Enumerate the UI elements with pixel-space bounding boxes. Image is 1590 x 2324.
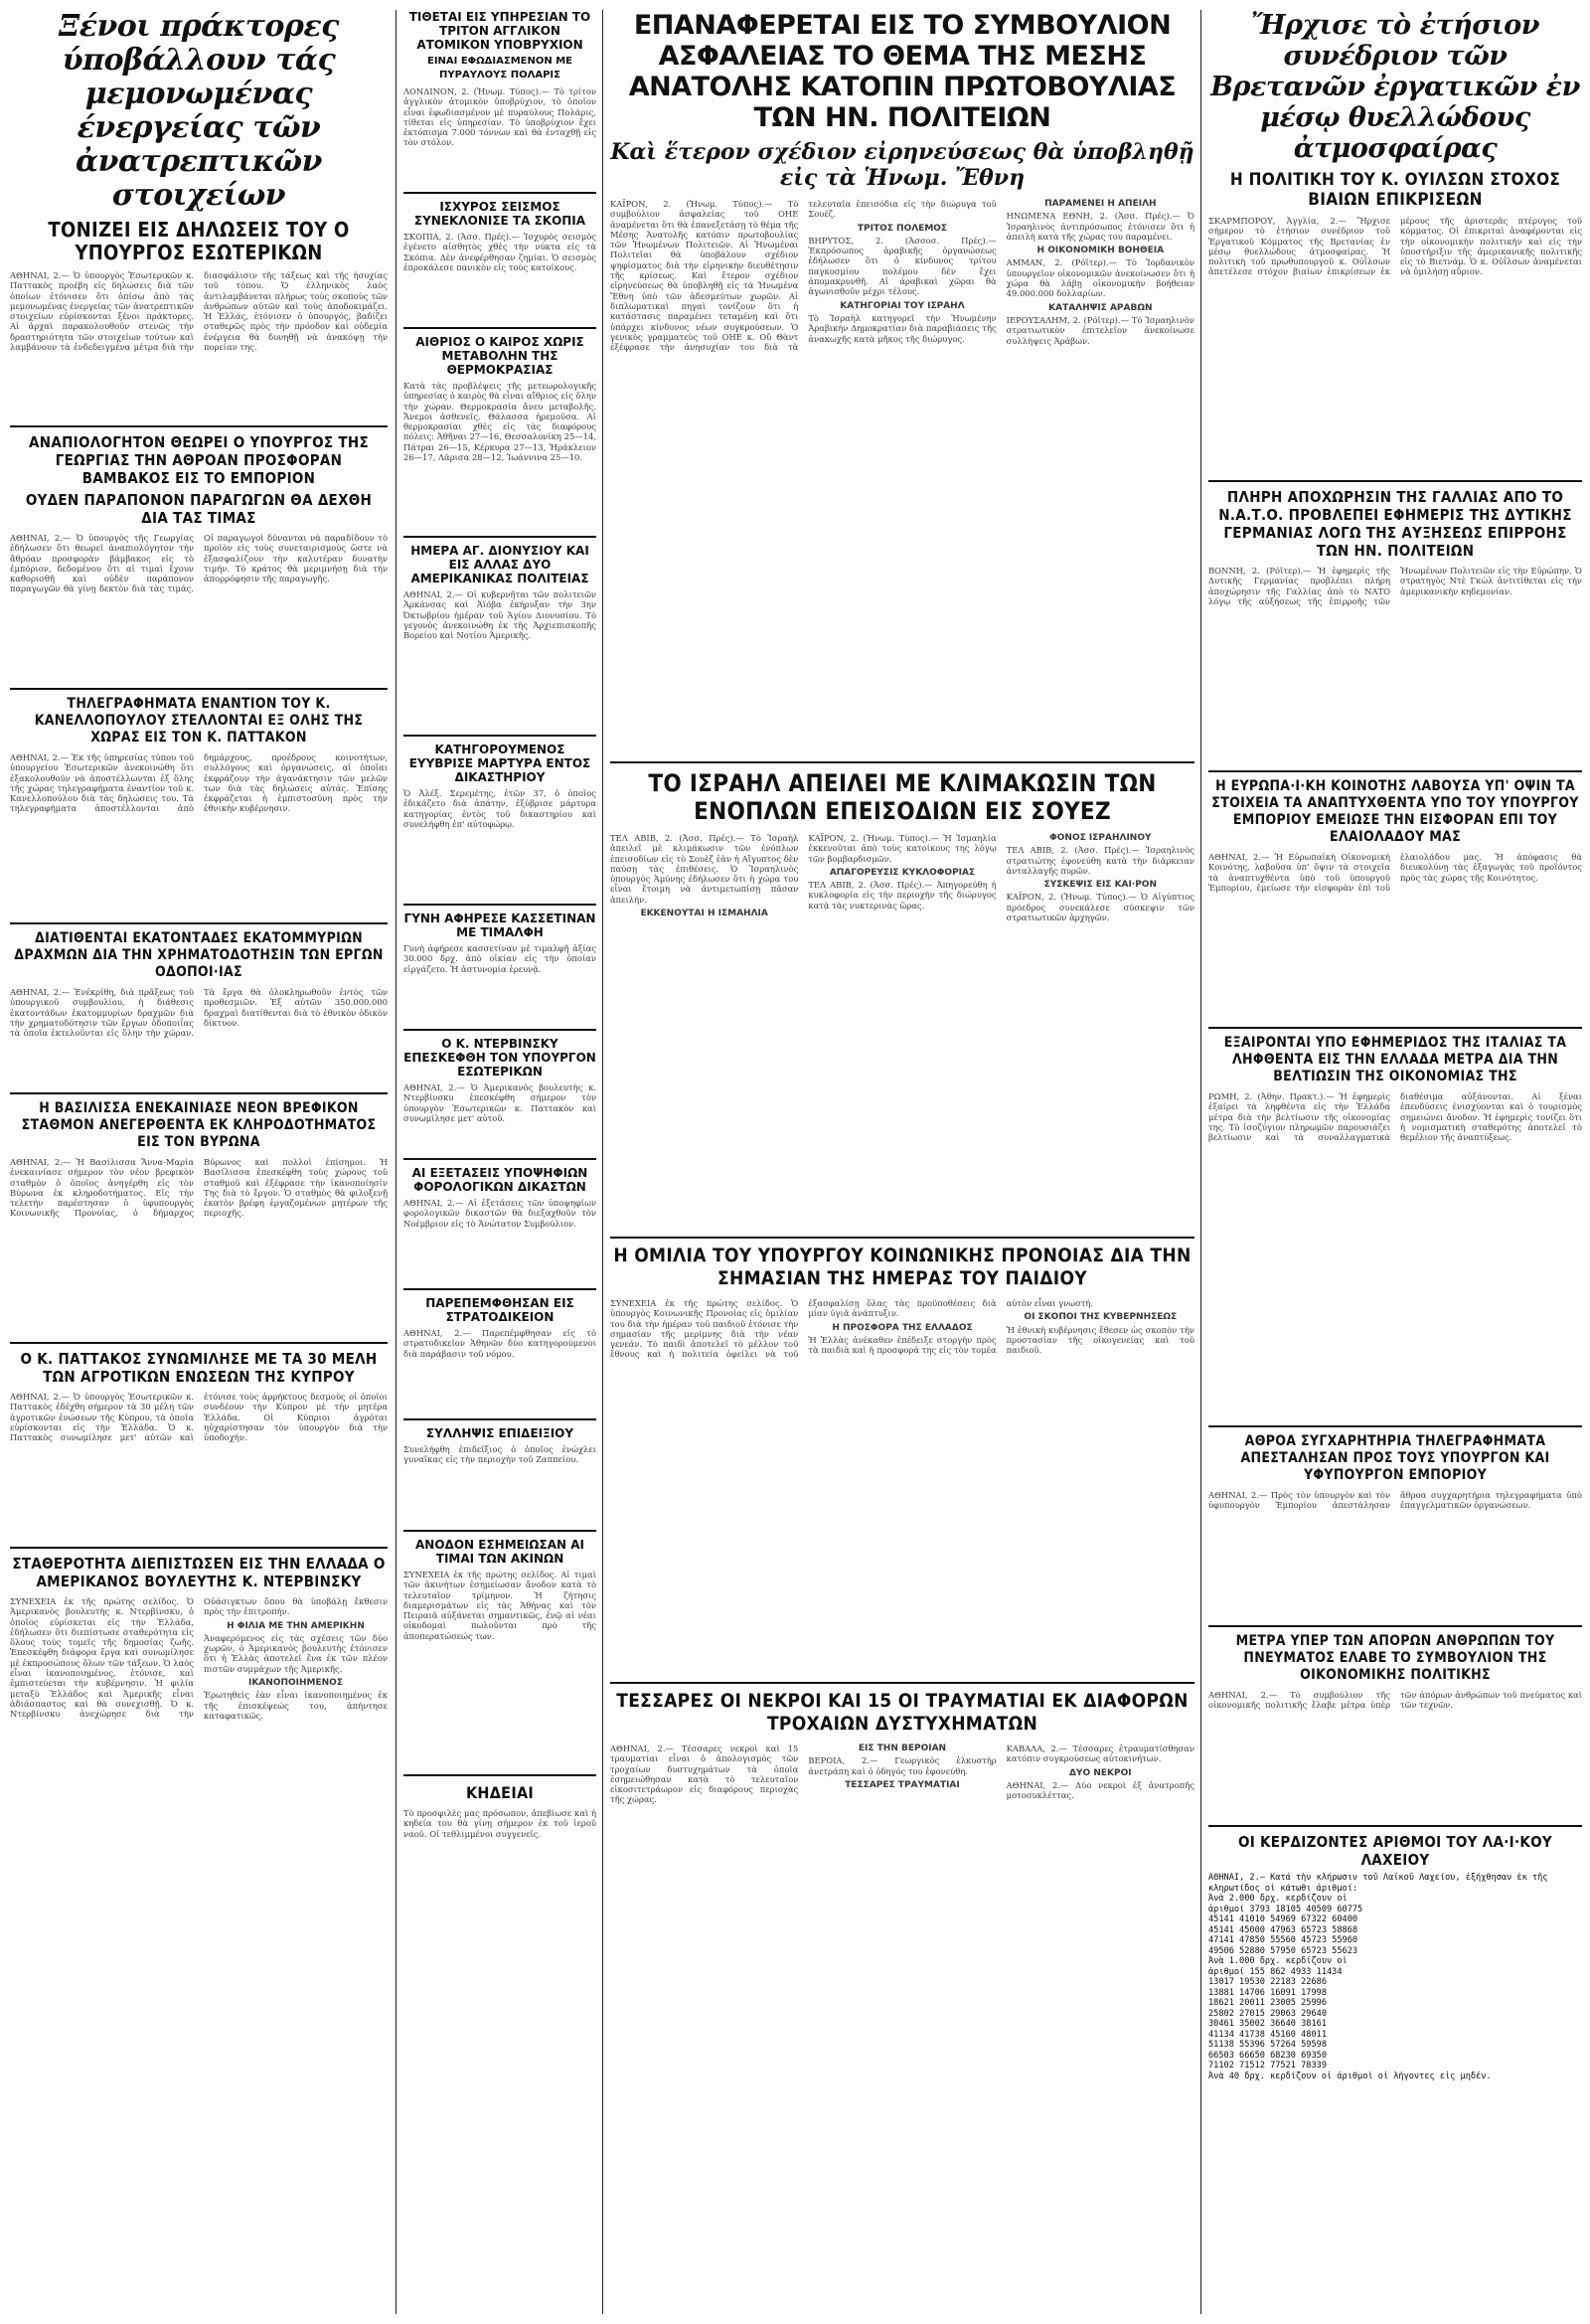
lottery-row: 51138 55396 57264 59598 xyxy=(1208,2040,1327,2050)
section-label: Η ΟΙΚΟΝΟΜΙΚΗ ΒΟΗΘΕΙΑ xyxy=(1036,246,1165,256)
lottery-row: 45141 45000 47963 65723 58868 xyxy=(1208,1924,1358,1935)
article-body: Κατὰ τὰς προβλέψεις τῆς μετεωρολογικῆς ὑπηρεσίας ὁ καιρὸς θὰ εἶναι αἴθριος εἰς ὅλην τὴν χώραν. Θερμοκρασία ἄνευ μεταβολῆς. Ἄνεμοι ἀσθενεῖς. Θάλασσα ἠρεμοῦσα. Αἱ θερμοκρασίαι χθὲς εἰς τὰς διαφόρους πόλεις: Ἀθῆναι 27—16, Θεσσαλονίκη 25—14, Πάτραι 26—15, Κέρκυρα 27—13, Ἡράκλειον 26—17, Λάρισα 28—12, Ἰωάννινα 25—10. xyxy=(403,381,596,463)
article-body: ΣΥΝΕΧΕΙΑ ἐκ τῆς πρώτης σελίδος. Αἱ τιμαὶ τῶν ἀκινήτων ἐσημείωσαν ἄνοδον κατὰ τὸ τελευταῖον τρίμηνον. Ἡ ζήτησις διαμερισμάτων εἰς τὰς Ἀθήνας καὶ τὸν Πειραιᾶ αὐξάνεται σημαντικῶς, ἐνῷ αἱ νέαι οἰκοδομαὶ πωλοῦνται πρὸ τῆς ἀποπερατώσεώς των. xyxy=(403,1570,596,1641)
headline-defendant: ΚΑΤΗΓΟΡΟΥΜΕΝΟΣ ΕΥΥΒΡΙΣΕ ΜΑΡΤΥΡΑ ΕΝΤΟΣ ΔΙΚΑΣΤΗΡΙΟΥ xyxy=(408,743,591,784)
headline-funerals: ΚΗΔΕΙΑΙ xyxy=(465,1783,535,1802)
section-label: ΔΥΟ ΝΕΚΡΟΙ xyxy=(1069,1767,1132,1778)
article-body: ΣΚΟΠΙΑ, 2. (Ἀσσ. Πρές).— Ἰσχυρὸς σεισμὸς ἐγένετο αἰσθητὸς χθὲς τὴν νύκτα εἰς τὰ Σκόπια. Δὲν ἀνεφέρθησαν ζημίαι. Ὁ σεισμὸς ἐπροκάλεσε πανικὸν εἰς τοὺς κατοίκους. xyxy=(403,232,596,272)
article-body: ΣΥΝΕΧΕΙΑ ἐκ τῆς πρώτης σελίδος. Ὁ Ἀμερικανὸς βουλευτὴς κ. Ντερβίνσκυ, ὁ ὁποῖος εὑρίσκεται εἰς τὴν Ἑλλάδα, ἐδήλωσεν ὅτι διεπίστωσε σταθερότητα εἰς ὅλους τοὺς τομεῖς τῆς δημοσίας ζωῆς. Ἐπεσκέφθη διάφορα ἔργα καὶ συνωμίλησε μὲ ἐκπροσώπους ὅλων τῶν τάξεων. Ὁ λαὸς εἶναι ἱκανοποιημένος, ἐτόνισε, καὶ ἐμπιστεύεται τὴν κυβέρνησιν. Ἡ φιλία μεταξὺ Ἑλλάδος καὶ Ἀμερικῆς εἶναι ἀδιάσπαστος καὶ θὰ συνεχισθῇ. Ὁ κ. Ντερβίνσκυ ἀνεχώρησε διὰ τὴν Οὐάσιγκτων ὅπου θὰ ὑποβάλῃ ἔκθεσιν πρὸς τὴν ἐπιτροπήν. Η ΦΙΛΙΑ ΜΕ ΤΗΝ ΑΜΕΡΙΚΗΝ Ἀναφερόμενος εἰς τὰς σχέσεις τῶν δύο χωρῶν, ὁ Ἀμερικανὸς βουλευτὴς ἐτόνισεν ὅτι ἡ Ἑλλὰς ἀποτελεῖ ἕνα ἐκ τῶν πλέον πιστῶν συμμάχων τῆς Ἀμερικῆς. ΙΚΑΝΟΠΟΙΗΜΕΝΟΣ Ἐρωτηθεὶς ἐὰν εἶναι ἱκανοποιημένος ἐκ τῆς ἐπισκέψεώς του, ἀπήντησε καταφατικῶς. xyxy=(10,1596,388,1721)
headline-derwinski: ΣΤΑΘΕΡΟΤΗΤΑ ΔΙΕΠΙΣΤΩΣΕΝ ΕΙΣ ΤΗΝ ΕΛΛΑΔΑ Ο ΑΜΕΡΙΚΑΝΟΣ ΒΟΥΛΕΥΤΗΣ Κ. ΝΤΕΡΒΙΝΣΚΥ xyxy=(12,1555,386,1590)
article-body: ΑΘΗΝΑΙ, 2.— Ἐκ τῆς ὑπηρεσίας τύπου τοῦ ὑπουργείου Ἐσωτερικῶν ἀνεκοινώθη ὅτι ἐξακολουθοῦν νὰ ἀποστέλλωνται ἐξ ὅλης τῆς χώρας τηλεγραφήματα ἐναντίον τοῦ κ. Κανελλοπούλου διὰ τὰς δηλώσεις του. Τὰ τηλεγραφήματα ἀποστέλλονται ἀπὸ δημάρχους, προέδρους κοινοτήτων, συλλόγους καὶ ὀργανώσεις, αἱ ὁποῖαι ἐκφράζουν τὴν ἀγανάκτησιν τῶν μελῶν των διὰ τὰς δηλώσεις αὐτάς. Ἐπίσης ἐκφράζεται ἡ ἐμπιστοσύνη πρὸς τὴν ἐθνικὴν κυβέρνησιν. xyxy=(10,752,388,814)
article-body: ΑΘΗΝΑΙ, 2.— Ὁ ὑπουργὸς Ἐσωτερικῶν κ. Παττακὸς προέβη εἰς δηλώσεις διὰ τῶν ὁποίων ἐτόνισεν ὅτι ὀπίσω ἀπὸ τὰς μεμονωμένας ἐνεργείας τῶν ἀνατρεπτικῶν στοιχείων εὑρίσκονται ξένοι πράκτορες. Αἱ ἀρχαὶ παρακολουθοῦν στενῶς τὴν δραστηριότητα τῶν στοιχείων τούτων καὶ λαμβάνουν τὰ ἐνδεδειγμένα μέτρα διὰ τὴν διασφάλισιν τῆς τάξεως καὶ τῆς ἡσυχίας τοῦ τόπου. Ὁ ἑλληνικὸς λαὸς ἀντιλαμβάνεται πλήρως τοὺς σκοποὺς τῶν ἀνθρώπων αὐτῶν καὶ τοὺς ἀποδοκιμάζει. Ἡ Ἑλλάς, ἐτόνισεν ὁ ὑπουργός, βαδίζει σταθερῶς πρὸς τὴν πρόοδον καὶ οὐδεμία ἐνέργεια θὰ δυνηθῇ νὰ ἀνακόψῃ τὴν πορείαν της. xyxy=(10,270,388,353)
lottery-row: Ἀνὰ 40 δρχ. κερδίζουν οἱ ἀριθμοὶ οἱ λήγοντες εἰς μηδέν. xyxy=(1208,2071,1492,2081)
subheadline-interior-minister: ΤΟΝΙΖΕΙ ΕΙΣ ΔΗΛΩΣΕΙΣ ΤΟΥ Ο ΥΠΟΥΡΓΟΣ ΕΣΩΤΕΡΙΚΩΝ xyxy=(48,218,350,264)
article-body: ΤΕΛ ΑΒΙΒ, 2. (Ἀσσ. Πρές).— Τὸ Ἰσραὴλ ἀπειλεῖ μὲ κλιμάκωσιν τῶν ἐνόπλων ἐπεισοδίων εἰς τὸ Σουὲζ ἐὰν ἡ Αἴγυπτος δὲν παύσῃ τὰς ἐπιθέσεις. Ὁ Ἰσραηλινὸς ὑπουργὸς Ἀμύνης ἐδήλωσεν ὅτι ἡ χώρα του εἶναι ἕτοιμη νὰ ἀντιμετωπίσῃ πᾶσαν ἀπειλήν. ΕΚΚΕΝΟΥΤΑΙ Η ΙΣΜΑΗΛΙΑ ΚΑΪΡΟΝ, 2. (Ἠνωμ. Τύπος).— Ἡ Ἰσμαηλία ἐκκενοῦται ἀπὸ τοὺς κατοίκους της λόγῳ τῶν βομβαρδισμῶν. ΑΠΑΓΟΡΕΥΣΙΣ ΚΥΚΛΟΦΟΡΙΑΣ ΤΕΛ ΑΒΙΒ, 2. (Ἀσσ. Πρές).— Ἀπηγορεύθη ἡ κυκλοφορία εἰς τὴν περιοχὴν τῆς διώρυγος κατὰ τὰς νυκτερινὰς ὥρας. ΦΟΝΟΣ ΙΣΡΑΗΛΙΝΟΥ ΤΕΛ ΑΒΙΒ, 2. (Ἀσσ. Πρές).— Ἰσραηλινὸς στρατιώτης ἐφονεύθη κατὰ τὴν διάρκειαν ἀνταλλαγῆς πυρῶν. ΣΥΣΚΕΨΙΣ ΕΙΣ ΚΑΙ·ΡΟΝ ΚΑΪΡΟΝ, 2. (Ἠνωμ. Τύπος).— Ὁ Αἰγύπτιος πρόεδρος συνεκάλεσε σύσκεψιν τῶν στρατιωτικῶν ἀρχηγῶν. xyxy=(610,833,1194,923)
article-body: ΑΘΗΝΑΙ, 2.— Αἱ ἐξετάσεις τῶν ὑποψηφίων φορολογικῶν δικαστῶν θὰ διεξαχθοῦν τὸν Νοέμβριον εἰς τὸ Ἀνώτατον Συμβούλιον. xyxy=(403,1198,596,1229)
section-label: ΟΙ ΣΚΟΠΟΙ ΤΗΣ ΚΥΒΕΡΝΗΣΕΩΣ xyxy=(1024,1312,1178,1323)
lottery-row: 25802 27015 29063 29640 xyxy=(1208,2008,1327,2019)
headline-cotton: ΑΝΑΠΙΟΛΟΓΗΤΟΝ ΘΕΩΡΕΙ Ο ΥΠΟΥΡΓΟΣ ΤΗΣ ΓΕΩΡΓΙΑΣ ΤΗΝ ΑΘΡΟΑΝ ΠΡΟΣΦΟΡΑΝ ΒΑΜΒΑΚΟΣ ΕΙΣ ΤΟ ΕΜΠΟΡΙΟΝ xyxy=(29,433,369,487)
lottery-row: 71102 71512 77521 78339 xyxy=(1208,2061,1327,2071)
headline-security-council: ΕΠΑΝΑΦΕΡΕΤΑΙ ΕΙΣ ΤΟ ΣΥΜΒΟΥΛΙΟΝ ΑΣΦΑΛΕΙΑΣ ΤΟ ΘΕΜΑ ΤΗΣ ΜΕΣΗΣ ΑΝΑΤΟΛΗΣ ΚΑΤΟΠΙΝ ΠΡΩΤΟΒΟΥΛΙΑΣ ΤΩΝ ΗΝ. ΠΟΛΙΤΕΙΩΝ xyxy=(628,10,1177,133)
article-body: ΑΘΗΝΑΙ, 2.— Πρὸς τὸν ὑπουργὸν καὶ τὸν ὑφυπουργὸν Ἐμπορίου ἀπεστάλησαν ἄθροα συγχαρητήρια τηλεγραφήματα ὑπὸ ἐπαγγελματικῶν ὀργανώσεων. xyxy=(1208,1490,1582,1511)
section-label: ΠΑΡΑΜΕΝΕΙ Η ΑΠΕΙΛΗ xyxy=(1044,199,1157,209)
column-right xyxy=(1208,10,1582,2314)
article-body: ΑΘΗΝΑΙ, 2.— Ἡ Βασίλισσα Ἄννα-Μαρία ἐνεκαινίασε σήμερον τὸν νέον βρεφικὸν σταθμὸν ὁ ὁποῖος ἀνηγέρθη εἰς τὸν Βύρωνα ἐκ κληροδοτήματος. Εἰς τὴν τελετὴν παρέστησαν ὁ ὑφυπουργὸς Κοινωνικῆς Προνοίας, ὁ δήμαρχος Βύρωνος καὶ πολλοὶ ἐπίσημοι. Ἡ Βασίλισσα ἐπεσκέφθη τοὺς χώρους τοῦ σταθμοῦ καὶ ἐξέφρασε τὴν ἱκανοποίησίν Της διὰ τὸ ἔργον. Ὁ σταθμὸς θὰ φιλοξενῇ ἑκατὸν βρέφη ἐργαζομένων μητέρων τῆς περιοχῆς. xyxy=(10,1157,388,1219)
lottery-row: Ἀνὰ 2.000 δρχ. κερδίζουν οἱ xyxy=(1208,1894,1348,1904)
article-body: ΑΘΗΝΑΙ, 2.— Ἐνέκρίθη, διὰ πρᾶξεως τοῦ ὑπουργικοῦ συμβουλίου, ἡ διάθεσις ἐκατοντάδων ἑκατομμυρίων δραχμῶν διὰ τὴν χρηματοδότησιν τῶν ἔργων ὁδοποιΐας τὰ ὁποῖα ἐκτελοῦνται εἰς ὅλην τὴν χώραν. Τὰ ἔργα θὰ ὁλοκληρωθοῦν ἐντὸς τῶν προθεσμιῶν. Ἐξ αὐτῶν 350.000.000 δραχμαὶ διατίθενται διὰ τὸ ἐθνικὸν ὁδικὸν δίκτυον. xyxy=(10,987,388,1039)
headline-earthquake: ΙΣΧΥΡΟΣ ΣΕΙΣΜΟΣ ΣΥΝΕΚΛΟΝΙΣΕ ΤΑ ΣΚΟΠΙΑ xyxy=(413,200,586,228)
headline-france-nato: ΠΛΗΡΗ ΑΠΟΧΩΡΗΣΙΝ ΤΗΣ ΓΑΛΛΙΑΣ ΑΠΟ ΤΟ Ν.Α.Τ.Ο. ΠΡΟΒΛΕΠΕΙ ΕΦΗΜΕΡΙΣ ΤΗΣ ΔΥΤΙΚΗΣ ΓΕΡΜΑΝΙΑΣ ΛΟΓΩ ΤΗΣ ΑΥΞΗΣΕΩΣ ΕΠΙΡΡΟΗΣ ΤΩΝ ΗΝ. ΠΟΛΙΤΕΙΩΝ xyxy=(1218,488,1572,560)
article-body: ΑΘΗΝΑΙ, 2.— Τέσσαρες νεκροὶ καὶ 15 τραυματίαι εἶναι ὁ ἀπολογισμὸς τῶν τροχαίων δυστυχημάτων τὰ ὁποῖα ἐσημειώθησαν κατὰ τὸ τελευταῖον εἰκοσιτετράωρον εἰς διαφόρους περιοχὰς τῆς χώρας. ΕΙΣ ΤΗΝ ΒΕΡΟΙΑΝ ΒΕΡΟΙΑ, 2.— Γεωργικὸς ἐλκυστὴρ ἀνετράπη καὶ ὁ ὁδηγός του ἐφονεύθη. ΤΕΣΣΑΡΕΣ ΤΡΑΥΜΑΤΙΑΙ ΚΑΒΑΛΑ, 2.— Τέσσαρες ἐτραυματίσθησαν κατόπιν συγκρούσεως αὐτοκινήτων. ΔΥΟ ΝΕΚΡΟΙ ΑΘΗΝΑΙ, 2.— Δύο νεκροὶ ἐξ ἀνατροπῆς μοτοσυκλέττας. xyxy=(610,1743,1194,1805)
headline-italy-press: ΕΞΑΙΡΟΝΤΑΙ ΥΠΟ ΕΦΗΜΕΡΙΔΟΣ ΤΗΣ ΙΤΑΛΙΑΣ ΤΑ ΛΗΦΘΕΝΤΑ ΕΙΣ ΤΗΝ ΕΛΛΑΔΑ ΜΕΤΡΑ ΔΙΑ ΤΗΝ ΒΕΛΤΙΩΣΙΝ ΤΗΣ ΟΙΚΟΝΟΜΙΑΣ ΤΗΣ xyxy=(1223,1035,1567,1084)
section-label: ΤΡΙΤΟΣ ΠΟΛΕΜΟΣ xyxy=(857,223,948,234)
headline-congratulatory: ΑΘΡΟΑ ΣΥΓΧΑΡΗΤΗΡΙΑ ΤΗΛΕΓΡΑΦΗΜΑΤΑ ΑΠΕΣΤΑΛΗΣΑΝ ΠΡΟΣ ΤΟΥΣ ΥΠΟΥΡΓΟΝ ΚΑΙ ΥΦΥΠΟΥΡΓΟΝ ΕΜΠΟΡΙΟΥ xyxy=(1240,1433,1550,1483)
lottery-row: 49506 52880 57950 65723 55623 xyxy=(1208,1945,1358,1956)
headline-labour-conference: Ἤρχισε τὸ ἐτήσιον συνέδριον τῶν Βρετανῶν ἐργατικῶν ἐν μέσῳ θυελλώδους ἀτμοσφαίρας xyxy=(1210,10,1580,164)
lottery-row: 18621 20011 23005 25996 xyxy=(1208,1998,1327,2008)
section-label: Η ΦΙΛΙΑ ΜΕ ΤΗΝ ΑΜΕΡΙΚΗΝ xyxy=(227,1620,365,1631)
headline-tax-exams: ΑΙ ΕΞΕΤΑΣΕΙΣ ΥΠΟΨΗΦΙΩΝ ΦΟΡΟΛΟΓΙΚΩΝ ΔΙΚΑΣΤΩΝ xyxy=(411,1166,588,1194)
headline-queen-nursery: Η ΒΑΣΙΛΙΣΣΑ ΕΝΕΚΑΙΝΙΑΣΕ ΝΕΟΝ ΒΡΕΦΙΚΟΝ ΣΤΑΘΜΟΝ ΑΝΕΓΕΡΘΕΝΤΑ ΕΚ ΚΛΗΡΟΔΟΤΗΜΑΤΟΣ ΕΙΣ ΤΟΝ ΒΥΡΩΝΑ xyxy=(21,1100,377,1150)
article-body: ΣΚΑΡΜΠΟΡΟΥ, Ἀγγλία, 2.— Ἤρχισε σήμερον τὸ ἐτήσιον συνέδριον τοῦ Ἐργατικοῦ Κόμματος τῆς Βρετανίας ἐν μέσῳ θυελλώδους ἀτμοσφαίρας. Ἡ πολιτικὴ τοῦ πρωθυπουργοῦ κ. Οὐΐλσων ἀπετέλεσε στόχον βιαίων ἐπικρίσεων ἐκ μέρους τῆς ἀριστερᾶς πτέρυγος τοῦ κόμματος. Οἱ ἐπικριταὶ ἀναφέρονται εἰς τὴν οἰκονομικὴν πολιτικὴν καὶ εἰς τὴν ὑποστήριξιν τῆς ἀμερικανικῆς πολιτικῆς εἰς τὸ Βιετνάμ. Ὁ κ. Οὐΐλσων ἀναμένεται νὰ ὁμιλήσῃ αὔριον. xyxy=(1208,216,1582,277)
headline-court-martial: ΠΑΡΕΠΕΜΦΘΗΣΑΝ ΕΙΣ ΣΤΡΑΤΟΔΙΚΕΙΟΝ xyxy=(425,1296,574,1324)
article-body: ΣΥΝΕΧΕΙΑ ἐκ τῆς πρώτης σελίδος. Ὁ ὑπουργὸς Κοινωνικῆς Προνοίας εἰς ὁμιλίαν του διὰ τὴν ἡμέραν τοῦ παιδιοῦ ἐτόνισε τὴν σημασίαν τῆς μερίμνης διὰ τὴν νέαν γενεάν. Τὸ παιδὶ ἀποτελεῖ τὸ μέλλον τοῦ ἔθνους καὶ ἡ πολιτεία ὀφείλει νὰ τοῦ ἐξασφαλίσῃ ὅλας τὰς προϋποθέσεις διὰ μίαν ὑγιᾶ ἀνάπτυξιν. Η ΠΡΟΣΦΟΡΑ ΤΗΣ ΕΛΛΑΔΟΣ Ἡ Ἑλλὰς ἀνέκαθεν ἐπέδειξε στοργὴν πρὸς τὰ παιδιὰ καὶ ἡ προσφορά της εἰς τὸν τομέα αὐτὸν εἶναι γνωστή. ΟΙ ΣΚΟΠΟΙ ΤΗΣ ΚΥΒΕΡΝΗΣΕΩΣ Ἡ ἐθνικὴ κυβέρνησις ἔθεσεν ὡς σκοπὸν τὴν προστασίαν τῆς οἰκογενείας καὶ τοῦ παιδιοῦ. xyxy=(610,1298,1194,1360)
section-label: ΕΙΣ ΤΗΝ ΒΕΡΟΙΑΝ xyxy=(858,1743,947,1753)
lottery-row: 45141 41010 54969 67322 60400 xyxy=(1208,1914,1358,1924)
article-body: ΒΟΝΝΗ, 2. (Ρόϊτερ).— Ἡ ἐφημερὶς τῆς Δυτικῆς Γερμανίας προβλέπει πλήρη ἀποχώρησιν τῆς Γαλλίας ἀπὸ τὸ ΝΑΤΟ λόγῳ τῆς αὐξήσεως τῆς ἐπιρροῆς τῶν Ἡνωμένων Πολιτειῶν εἰς τὴν Εὐρώπην. Ὁ στρατηγὸς Ντὲ Γκὼλ ἀντιτίθεται εἰς τὴν ἀμερικανικὴν κηδεμονίαν. xyxy=(1208,566,1582,606)
lottery-results xyxy=(1208,1873,1582,2081)
headline-traffic-accidents: ΤΕΣΣΑΡΕΣ ΟΙ ΝΕΚΡΟΙ ΚΑΙ 15 ΟΙ ΤΡΑΥΜΑΤΙΑΙ ΕΚ ΔΙΑΦΟΡΩΝ ΤΡΟΧΑΙΩΝ ΔΥΣΤΥΧΗΜΑΤΩΝ xyxy=(616,1690,1189,1735)
lottery-row: 47141 47850 55560 45723 55960 xyxy=(1208,1935,1358,1945)
article-body: ΛΟΝΔΙΝΟΝ, 2. (Ἠνωμ. Τύπος).— Τὸ τρίτον ἀγγλικὸν ἀτομικὸν ὑποβρύχιον, τὸ ὁποῖον εἶναι ἐφωδιασμένον μὲ πυραύλους Πολάρις, τίθεται εἰς ὑπηρεσίαν. Τὸ ὑποβρύχιον ἔχει ἐκτόπισμα 7.000 τόννων καὶ θὰ ἐνταχθῇ εἰς τὸν στόλον. xyxy=(403,86,596,148)
section-label: ΦΟΝΟΣ ΙΣΡΑΗΛΙΝΟΥ xyxy=(1049,833,1152,843)
section-label: ΙΚΑΝΟΠΟΙΗΜΕΝΟΣ xyxy=(248,1678,343,1689)
section-label: ΣΥΣΚΕΨΙΣ ΕΙΣ ΚΑΙ·ΡΟΝ xyxy=(1043,880,1158,891)
subheadline-wilson: Η ΠΟΛΙΤΙΚΗ ΤΟΥ Κ. ΟΥΙΛΣΩΝ ΣΤΟΧΟΣ ΒΙΑΙΩΝ ΕΠΙΚΡΙΣΕΩΝ xyxy=(1229,170,1561,210)
headline-pattakos-cyprus: Ο Κ. ΠΑΤΤΑΚΟΣ ΣΥΝΩΜΙΛΗΣΕ ΜΕ ΤΑ 30 ΜΕΛΗ ΤΩΝ ΑΓΡΟΤΙΚΩΝ ΕΝΩΣΕΩΝ ΤΗΣ ΚΥΠΡΟΥ xyxy=(20,1350,378,1386)
headline-road-works: ΔΙΑΤΙΘΕΝΤΑΙ ΕΚΑΤΟΝΤΑΔΕΣ ΕΚΑΤΟΜΜΥΡΙΩΝ ΔΡΑΧΜΩΝ ΔΙΑ ΤΗΝ ΧΡΗΜΑΤΟΔΟΤΗΣΙΝ ΤΩΝ ΕΡΓΩΝ ΟΔΟΠΟΙ·ΙΑΣ xyxy=(14,930,384,980)
article-body: ΑΘΗΝΑΙ, 2.— Ὁ Ἀμερικανὸς βουλευτὴς κ. Ντερβίνσκυ ἐπεσκέφθη σήμερον τὸν ὑπουργὸν Ἐσωτερικῶν κ. Παττακὸν καὶ συνωμίλησε μετ' αὐτοῦ. xyxy=(403,1082,596,1123)
headline-foreign-agents: Ξένοι πράκτορες ύποβάλλουν τάς μεμονωμένας ένεργείας τῶν ἀνατρεπτικῶν στοιχείων xyxy=(59,10,339,213)
subheadline-cotton: ΟΥΔΕΝ ΠΑΡΑΠΟΝΟΝ ΠΑΡΑΓΩΓΩΝ ΘΑ ΔΕΧΘΗ ΔΙΑ ΤΑΣ ΤΙΜΑΣ xyxy=(25,491,373,527)
lottery-row: 41134 41738 45160 48011 xyxy=(1208,2029,1327,2040)
column-narrow xyxy=(403,10,596,2314)
article-body: Συνελήφθη ἐπιδεῖξιος ὁ ὁποῖος ἐνώχλει γυναῖκας εἰς τὴν περιοχὴν τοῦ Ζαππείου. xyxy=(403,1444,596,1465)
section-label: ΚΑΤΑΛΗΨΙΣ ΑΡΑΒΩΝ xyxy=(1048,302,1153,313)
headline-child-day: Η ΟΜΙΛΙΑ ΤΟΥ ΥΠΟΥΡΓΟΥ ΚΟΙΝΩΝΙΚΗΣ ΠΡΟΝΟΙΑΣ ΔΙΑ ΤΗΝ ΣΗΜΑΣΙΑΝ ΤΗΣ ΗΜΕΡΑΣ ΤΟΥ ΠΑΙΔΙΟΥ xyxy=(613,1245,1192,1289)
article-body: ΑΘΗΝΑΙ, 2.— Παρεπέμφθησαν εἰς τὸ στρατοδικεῖον Ἀθηνῶν δύο κατηγορούμενοι διὰ παράβασιν τοῦ νόμου. xyxy=(403,1328,596,1359)
headline-weather: ΑΙΘΡΙΟΣ Ο ΚΑΙΡΟΣ ΧΩΡΙΣ ΜΕΤΑΒΟΛΗΝ ΤΗΣ ΘΕΡΜΟΚΡΑΣΙΑΣ xyxy=(415,335,584,377)
article-body: ΚΑΪΡΟΝ, 2. (Ἠνωμ. Τύπος).— Τὸ συμβούλιον ἀσφαλείας τοῦ ΟΗΕ ἀναμένεται ὅτι θὰ ἐπανεξετάσῃ τὸ θέμα τῆς Μέσης Ἀνατολῆς κατόπιν πρωτοβουλίας τῶν Ἡνωμένων Πολιτειῶν. Αἱ Ἡνωμέναι Πολιτεῖαι θὰ ὑποβάλουν σχέδιον ψηφίσματος διὰ τὴν εἰρηνικὴν διευθέτησιν τῆς κρίσεως. Καὶ ἕτερον σχέδιον εἰρηνεύσεως θὰ ὑποβληθῇ εἰς τὰ Ἡνωμένα Ἔθνη ὑπὸ τῶν ἀδεσμεύτων χωρῶν. Αἱ διπλωματικαὶ πηγαὶ τονίζουν ὅτι ἡ κατάστασις παραμένει τεταμένη καὶ ὅτι ὑπάρχει κίνδυνος νέων συγκρούσεων. Ὁ γενικὸς γραμματεὺς τοῦ ΟΗΕ κ. Οὔ Θὰντ ἐξέφρασε τὴν ἀνησυχίαν του διὰ τὰ τελευταῖα ἐπεισόδια εἰς τὴν διώρυγα τοῦ Σουέζ. ΤΡΙΤΟΣ ΠΟΛΕΜΟΣ ΒΗΡΥΤΟΣ, 2. (Ἀσσοσ. Πρές).— Ἐκπρόσωπος ἀραβικῆς ὀργανώσεως ἐδήλωσεν ὅτι ὁ κίνδυνος τρίτου παγκοσμίου πολέμου δὲν ἔχει ἀπομακρυνθῆ. Αἱ ἀραβικαὶ χῶραι θὰ ἀγωνισθοῦν μέχρι τέλους. ΚΑΤΗΓΟΡΙΑΙ ΤΟΥ ΙΣΡΑΗΛ Τὸ Ἰσραὴλ κατηγορεῖ τὴν Ἡνωμένην Ἀραβικὴν Δημοκρατίαν διὰ παραβιάσεις τῆς ἀνακωχῆς κατὰ μῆκος τῆς διώρυγος. ΠΑΡΑΜΕΝΕΙ Η ΑΠΕΙΛΗ ΗΝΩΜΕΝΑ ΕΘΝΗ, 2. (Ἀσσ. Πρές).— Ὁ Ἰσραηλινὸς ἀντιπρόσωπος ἐτόνισεν ὅτι ἡ ἀπειλὴ κατὰ τῆς χώρας του παραμένει. Η ΟΙΚΟΝΟΜΙΚΗ ΒΟΗΘΕΙΑ ΑΜΜΑΝ, 2. (Ρόϊτερ).— Τὸ Ἰορδανικὸν ὑπουργεῖον οἰκονομικῶν ἀνεκοίνωσεν ὅτι ἡ χώρα θὰ λάβῃ οἰκονομικὴν βοήθειαν 49.000.000 δολλαρίων. ΚΑΤΑΛΗΨΙΣ ΑΡΑΒΩΝ ΙΕΡΟΥΣΑΛΗΜ, 2. (Ρόϊτερ).— Τὸ Ἰσραηλινὸν στρατιωτικὸν ἐπιτελεῖον ἀνεκοίνωσε συλλήψεις Ἀράβων. xyxy=(610,199,1194,353)
lottery-row: 30461 35002 36640 38161 xyxy=(1208,2019,1327,2029)
headline-st-dionysios: ΗΜΕΡΑ ΑΓ. ΔΙΟΝΥΣΙΟΥ ΚΑΙ ΕΙΣ ΑΛΛΑΣ ΔΥΟ ΑΜΕΡΙΚΑΝΙΚΑΣ ΠΟΛΙΤΕΙΑΣ xyxy=(410,544,589,585)
headline-real-estate: ΑΝΟΔΟΝ ΕΣΗΜΕΙΩΣΑΝ ΑΙ ΤΙΜΑΙ ΤΩΝ ΑΚΙΝΩΝ xyxy=(415,1538,584,1566)
section-label: ΚΑΤΗΓΟΡΙΑΙ ΤΟΥ ΙΣΡΑΗΛ xyxy=(840,300,965,311)
lottery-row: ἀριθμοί 155 862 4933 11434 xyxy=(1208,1966,1343,1977)
column-left xyxy=(10,10,388,2314)
article-body: ΑΘΗΝΑΙ, 2.— Ἡ Εὐρωπαϊκὴ Οἰκονομικὴ Κοινότης, λαβοῦσα ὑπ' ὄψιν τὰ στοιχεῖα τὰ ἀναπτυχθέντα ὑπὸ τοῦ ὑπουργοῦ Ἐμπορίου, ἐμείωσε τὴν εἰσφορὰν ἐπὶ τοῦ ἐλαιολάδου μας. Ἡ ἀπόφασις θὰ διευκολύνῃ τὰς ἐξαγωγὰς τοῦ προϊόντος πρὸς τὰς χώρας τῆς Κοινότητος. xyxy=(1208,852,1582,893)
headline-olive-oil: Η ΕΥΡΩΠΑ·Ι·ΚΗ ΚΟΙΝΟΤΗΣ ΛΑΒΟΥΣΑ ΥΠ' ΟΨΙΝ ΤΑ ΣΤΟΙΧΕΙΑ ΤΑ ΑΝΑΠΤΥΧΘΕΝΤΑ ΥΠΟ ΤΟΥ ΥΠΟΥΡΓΟΥ ΕΜΠΟΡΙΟΥ ΕΜΕΙΩΣΕ ΤΗΝ ΕΙΣΦΟΡΑΝ ΕΠΙ ΤΟΥ ΕΛΑΙΟΛΑΔΟΥ ΜΑΣ xyxy=(1211,778,1579,845)
lottery-intro: ΑΘΗΝΑΙ, 2.— Κατά τὴν κλήρωσιν τοῦ Λαϊκοῦ Λαχείου, ἐξήχθησαν ἐκ τῆς κληρωτίδος οἱ κάτωθι ἀριθμοί: xyxy=(1208,1873,1548,1894)
lottery-row: ἀριθμοί 3793 18105 40509 60775 xyxy=(1208,1904,1363,1914)
headline-submarine: ΤΙΘΕΤΑΙ ΕΙΣ ΥΠΗΡΕΣΙΑΝ ΤΟ ΤΡΙΤΟΝ ΑΓΓΛΙΚΟΝ ΑΤΟΜΙΚΟΝ ΥΠΟΒΡΥΧΙΟΝ xyxy=(408,10,591,52)
section-label: ΕΚΚΕΝΟΥΤΑΙ Η ΙΣΜΑΗΛΙΑ xyxy=(640,909,768,919)
article-body: ΑΘΗΝΑΙ, 2.— Ὁ ὑπουργὸς τῆς Γεωργίας ἐδήλωσεν ὅτι θεωρεῖ ἀναπιολόγητον τὴν ἄθρόαν προσφορὰν βάμβακος εἰς τὸ ἐμπόριον, δεδομένου ὅτι αἱ τιμαὶ ἔχουν καθορισθῆ καὶ οὐδὲν παράπονον παραγωγῶν θὰ γίνῃ δεκτὸν διὰ τὰς τιμάς. Οἱ παραγωγοὶ δύνανται νὰ παραδίδουν τὸ προϊὸν εἰς τοὺς συνεταιρισμοὺς ὥστε νὰ ἐξασφαλίζουν τὴν καλυτέραν δυνατὴν τιμήν. Τὸ κράτος θὰ μεριμνήσῃ διὰ τὴν ἀπορρόφησιν τῆς παραγωγῆς. xyxy=(10,533,388,594)
section-label: ΑΠΑΓΟΡΕΥΣΙΣ ΚΥΚΛΟΦΟΡΙΑΣ xyxy=(829,867,976,878)
article-body: Γυνὴ ἀφήρεσε κασσετίναν μὲ τιμαλφῆ ἀξίας 30.000 δρχ. ἀπὸ οἰκίαν εἰς τὴν ὁποίαν εἰργάζετο. Ἡ ἀστυνομία ἐρευνᾷ. xyxy=(403,943,596,974)
column-rule xyxy=(396,10,397,2314)
headline-derwinski-visit: Ο Κ. ΝΤΕΡΒΙΝΣΚΥ ΕΠΕΣΚΕΦΘΗ ΤΟΝ ΥΠΟΥΡΓΟΝ ΕΣΩΤΕΡΙΚΩΝ xyxy=(403,1037,596,1079)
section-label: ΤΕΣΣΑΡΕΣ ΤΡΑΥΜΑΤΙΑΙ xyxy=(845,1779,960,1790)
headline-jewel-box: ΓΥΝΗ ΑΦΗΡΕΣΕ ΚΑΣΣΕΤΙΝΑΝ ΜΕ ΤΙΜΑΛΦΗ xyxy=(403,912,596,939)
headline-arrest: ΣΥΛΛΗΨΙΣ ΕΠΙΔΕΙΞΙΟΥ xyxy=(425,1426,574,1440)
column-rule xyxy=(602,10,603,2314)
subheadline-peace-plan: Καὶ ἕτερον σχέδιον εἰρηνεύσεως θὰ ὑποβληθῇ εἰς τὰ Ἡνωμ. Ἔθνη xyxy=(610,139,1194,191)
lottery-row: 13017 19530 22183 22686 xyxy=(1208,1977,1327,1987)
section-label: Η ΠΡΟΣΦΟΡΑ ΤΗΣ ΕΛΛΑΔΟΣ xyxy=(832,1322,973,1333)
column-rule xyxy=(1200,10,1201,2314)
headline-israel-suez: ΤΟ ΙΣΡΑΗΛ ΑΠΕΙΛΕΙ ΜΕ ΚΛΙΜΑΚΩΣΙΝ ΤΩΝ ΕΝΟΠΛΩΝ ΕΠΕΙΣΟΔΙΩΝ ΕΙΣ ΣΟΥΕΖ xyxy=(648,769,1157,825)
article-body: ΑΘΗΝΑΙ, 2.— Ὁ ὑπουργὸς Ἐσωτερικῶν κ. Παττακὸς ἐδέχθη σήμερον τὰ 30 μέλη τῶν ἀγροτικῶν ἑνώσεων τῆς Κύπρου, τὰ ὁποῖα εὑρίσκονται εἰς τὴν Ἑλλάδα. Ὁ κ. Παττακὸς συνωμίλησε μετ' αὐτῶν καὶ ἐτόνισε τοὺς ἀρρήκτους δεσμοὺς οἱ ὁποῖοι συνδέουν τὴν Κύπρον μὲ τὴν μητέρα Ἑλλάδα. Οἱ Κύπριοι ἀγρόται ηὐχαρίστησαν τὸν ὑπουργὸν διὰ τὴν ὑποδοχήν. xyxy=(10,1392,388,1443)
headline-intellectuals: ΜΕΤΡΑ ΥΠΕΡ ΤΩΝ ΑΠΟΡΩΝ ΑΝΘΡΩΠΩΝ ΤΟΥ ΠΝΕΥΜΑΤΟΣ ΕΛΑΒΕ ΤΟ ΣΥΜΒΟΥΛΙΟΝ ΤΗΣ ΟΙΚΟΝΟΜΙΚΗΣ ΠΟΛΙΤΙΚΗΣ xyxy=(1235,1633,1555,1683)
lottery-row: Ἀνὰ 1.000 δρχ. κερδίζουν οἱ xyxy=(1208,1956,1348,1966)
article-body: ΑΘΗΝΑΙ, 2.— Οἱ κυβερνῆται τῶν πολιτειῶν Ἀρκάνσας καὶ Ἀϊόβα ἐκήρυξαν τὴν 3ην Ὀκτωβρίου ἡμέραν τοῦ Ἁγίου Διονυσίου. Τὸ γεγονὸς ἀνεκοινώθη ἐκ τῆς Ἀρχιεπισκοπῆς Βορείου καὶ Νοτίου Ἀμερικῆς. xyxy=(403,589,596,641)
article-body: ΡΩΜΗ, 2. (Ἀθην. Πρακτ.).— Ἡ ἐφημερὶς ἐξαίρει τὰ ληφθέντα εἰς τὴν Ἑλλάδα μέτρα διὰ τὴν βελτίωσιν τῆς οἰκονομίας της. Τὸ ἰσοζύγιον πληρωμῶν παρουσιάζει βελτίωσιν καὶ τὰ συναλλαγματικὰ διαθέσιμα αὐξάνονται. Αἱ ξέναι ἐπενδύσεις ἐνισχύονται καὶ ὁ τουρισμὸς σημειώνει ἄνοδον. Ἡ ἐφημερὶς τονίζει ὅτι ἡ νομισματικὴ σταθερότης ἀποτελεῖ τὸ θεμέλιον τῆς ἀναπτύξεως. xyxy=(1208,1091,1582,1143)
column-center xyxy=(610,10,1194,2314)
article-body: ΑΘΗΝΑΙ, 2.— Τὸ συμβούλιον τῆς οἰκονομικῆς πολιτικῆς ἔλαβε μέτρα ὑπὲρ τῶν ἀπόρων ἀνθρώπων τοῦ πνεύματος καὶ τῶν τεχνῶν. xyxy=(1208,1690,1582,1711)
headline-lottery: ΟΙ ΚΕΡΔΙΖΟΝΤΕΣ ΑΡΙΘΜΟΙ ΤΟΥ ΛΑ·Ι·ΚΟΥ ΛΑΧΕΙΟΥ xyxy=(1237,1833,1553,1869)
headline-telegrams: ΤΗΛΕΓΡΑΦΗΜΑΤΑ ΕΝΑΝΤΙΟΝ ΤΟΥ Κ. ΚΑΝΕΛΛΟΠΟΥΛΟΥ ΣΤΕΛΛΟΝΤΑΙ ΕΞ ΟΛΗΣ ΤΗΣ ΧΩΡΑΣ ΕΙΣ ΤΟΝ Κ. ΠΑΤΤΑΚΟΝ xyxy=(34,696,364,746)
subheadline-polaris: ΕΙΝΑΙ ΕΦΩΔΙΑΣΜΕΝΟΝ ΜΕ ΠΥΡΑΥΛΟΥΣ ΠΟΛΑΡΙΣ xyxy=(426,56,572,81)
article-body: Τὸ προσφιλὲς μας πρόσωπον, ἀπεβίωσε καὶ ἡ κηδεία του θὰ γίνῃ σήμερον ἐκ τοῦ ἱεροῦ ναοῦ. Οἱ τεθλιμμένοι συγγενεῖς. xyxy=(403,1808,596,1839)
article-body: Ὁ Ἀλέξ. Σερεμέτης, ἐτῶν 37, ὁ ὁποῖος ἐδικάζετο διὰ ἀπάτην, ἐξύβρισε μάρτυρα κατηγορίας ἐντὸς τοῦ δικαστηρίου καὶ συνελήφθη ἐπ' αὐτοφώρῳ. xyxy=(403,788,596,829)
lottery-row: 13881 14706 16091 17998 xyxy=(1208,1987,1327,1998)
lottery-row: 66503 66650 68230 69350 xyxy=(1208,2050,1327,2061)
